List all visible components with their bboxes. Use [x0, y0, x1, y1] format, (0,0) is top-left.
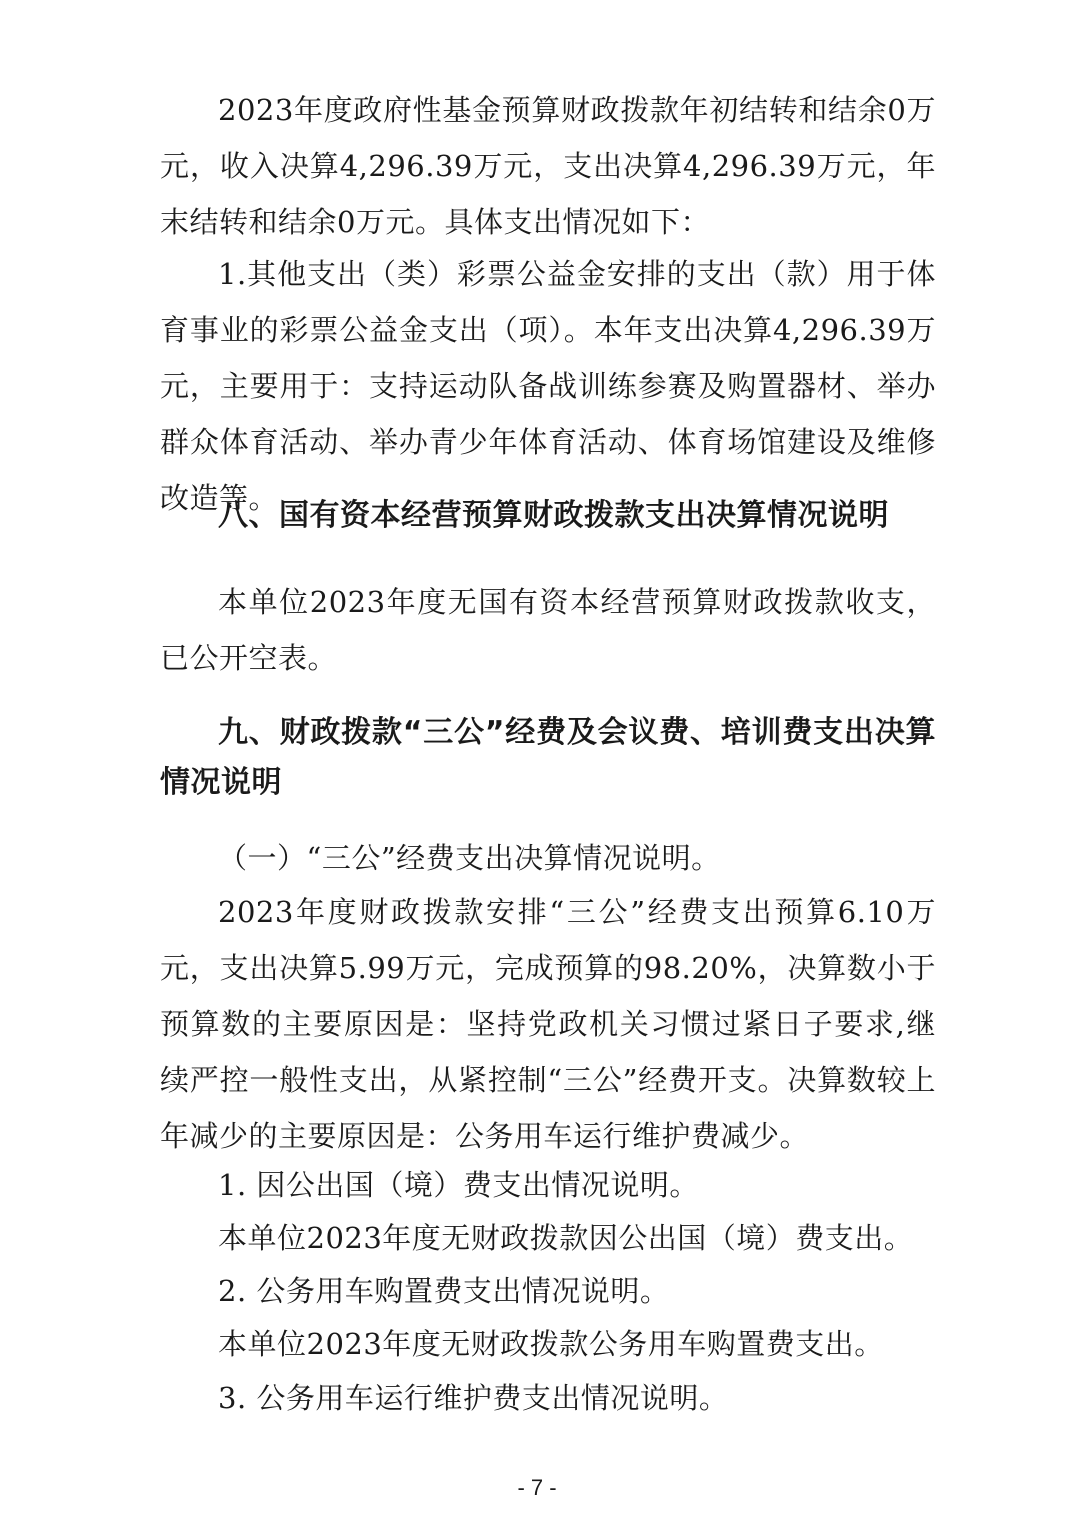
section-heading-9: 九、财政拨款“三公”经费及会议费、培训费支出决算情况说明 [160, 715, 936, 800]
item-outbound-travel: 1. 因公出国（境）费支出情况说明。 [218, 1168, 699, 1202]
section-heading-8: 八、国有资本经营预算财政拨款支出决算情况说明 [218, 498, 889, 533]
subheading-three-public-expenses: （一）“三公”经费支出决算情况说明。 [218, 841, 721, 875]
item-vehicle-maintenance: 3. 公务用车运行维护费支出情况说明。 [218, 1381, 729, 1415]
item-vehicle-purchase: 2. 公务用车购置费支出情况说明。 [218, 1274, 670, 1308]
paragraph-state-capital-budget: 本单位2023年度无国有资本经营预算财政拨款收支，已公开空表。 [160, 585, 936, 675]
paragraph-lottery-expenditure: 1.其他支出（类）彩票公益金安排的支出（款）用于体育事业的彩票公益金支出（项）。本年支出决算4,296.39万元，主要用于：支持运动队备战训练参赛及购置器材、举办群众体育活动、举办青少年体育活动、体育场馆建设及维修改造等。 [160, 257, 936, 515]
paragraph-outbound-travel: 本单位2023年度无财政拨款因公出国（境）费支出。 [218, 1221, 914, 1255]
paragraph-three-public-expenses: 2023年度财政拨款安排“三公”经费支出预算6.10万元，支出决算5.99万元，完成预算的98.20%，决算数小于预算数的主要原因是：坚持党政机关习惯过紧日子要求,继续严控一般性支出，从紧控制“三公”经费开支。决算数较上年减少的主要原因是：公务用车运行维护费减少。 [160, 895, 936, 1153]
paragraph-vehicle-purchase: 本单位2023年度无财政拨款公务用车购置费支出。 [218, 1327, 884, 1361]
page-number: - 7 - [517, 1475, 557, 1500]
paragraph-fund-budget-summary: 2023年度政府性基金预算财政拨款年初结转和结余0万元，收入决算4,296.39万元，支出决算4,296.39万元，年末结转和结余0万元。具体支出情况如下： [160, 93, 936, 239]
